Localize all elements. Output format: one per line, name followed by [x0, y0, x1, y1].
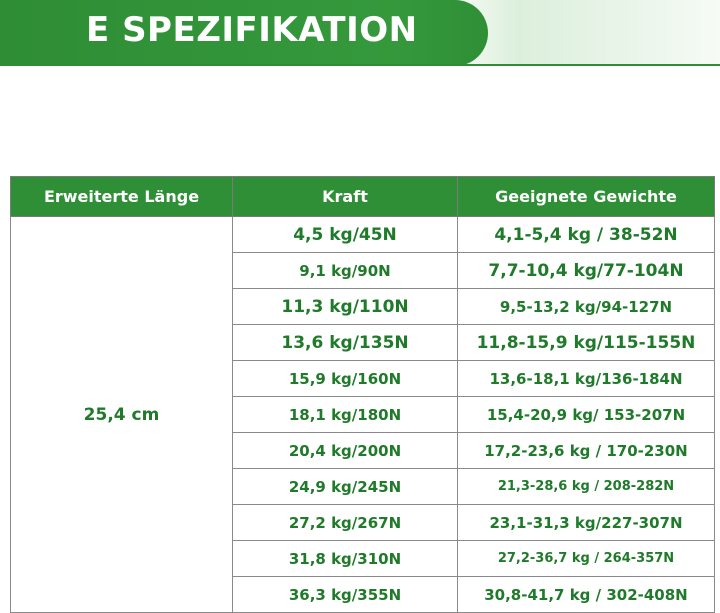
gewicht-cell: 30,8-41,7 kg / 302-408N	[458, 577, 715, 613]
kraft-cell: 36,3 kg/355N	[233, 577, 458, 613]
kraft-cell: 20,4 kg/200N	[233, 433, 458, 469]
table-header-row	[11, 177, 715, 217]
column-header-gewichte: Geeignete Gewichte	[458, 177, 715, 217]
gewicht-cell: 23,1-31,3 kg/227-307N	[458, 505, 715, 541]
kraft-cell: 15,9 kg/160N	[233, 361, 458, 397]
gewicht-cell: 9,5-13,2 kg/94-127N	[458, 289, 715, 325]
gewicht-cell: 15,4-20,9 kg/ 153-207N	[458, 397, 715, 433]
gewicht-cell: 13,6-18,1 kg/136-184N	[458, 361, 715, 397]
spec-table	[10, 176, 715, 613]
header-divider	[0, 64, 720, 66]
gewicht-cell: 21,3-28,6 kg / 208-282N	[458, 469, 715, 505]
header-banner	[0, 0, 720, 66]
kraft-cell: 11,3 kg/110N	[233, 289, 458, 325]
page-title: E SPEZIFIKATION	[86, 10, 418, 50]
column-header-length: Erweiterte Länge	[11, 177, 233, 217]
kraft-cell: 18,1 kg/180N	[233, 397, 458, 433]
gewicht-cell: 17,2-23,6 kg / 170-230N	[458, 433, 715, 469]
kraft-cell: 13,6 kg/135N	[233, 325, 458, 361]
kraft-cell: 24,9 kg/245N	[233, 469, 458, 505]
gewicht-cell: 27,2-36,7 kg / 264-357N	[458, 541, 715, 577]
kraft-cell: 31,8 kg/310N	[233, 541, 458, 577]
gewicht-cell: 11,8-15,9 kg/115-155N	[458, 325, 715, 361]
gewicht-cell: 7,7-10,4 kg/77-104N	[458, 253, 715, 289]
table-row	[11, 217, 715, 253]
kraft-cell: 4,5 kg/45N	[233, 217, 458, 253]
kraft-cell: 9,1 kg/90N	[233, 253, 458, 289]
kraft-cell: 27,2 kg/267N	[233, 505, 458, 541]
gewicht-cell: 4,1-5,4 kg / 38-52N	[458, 217, 715, 253]
length-cell: 25,4 cm	[11, 217, 233, 613]
column-header-kraft: Kraft	[233, 177, 458, 217]
